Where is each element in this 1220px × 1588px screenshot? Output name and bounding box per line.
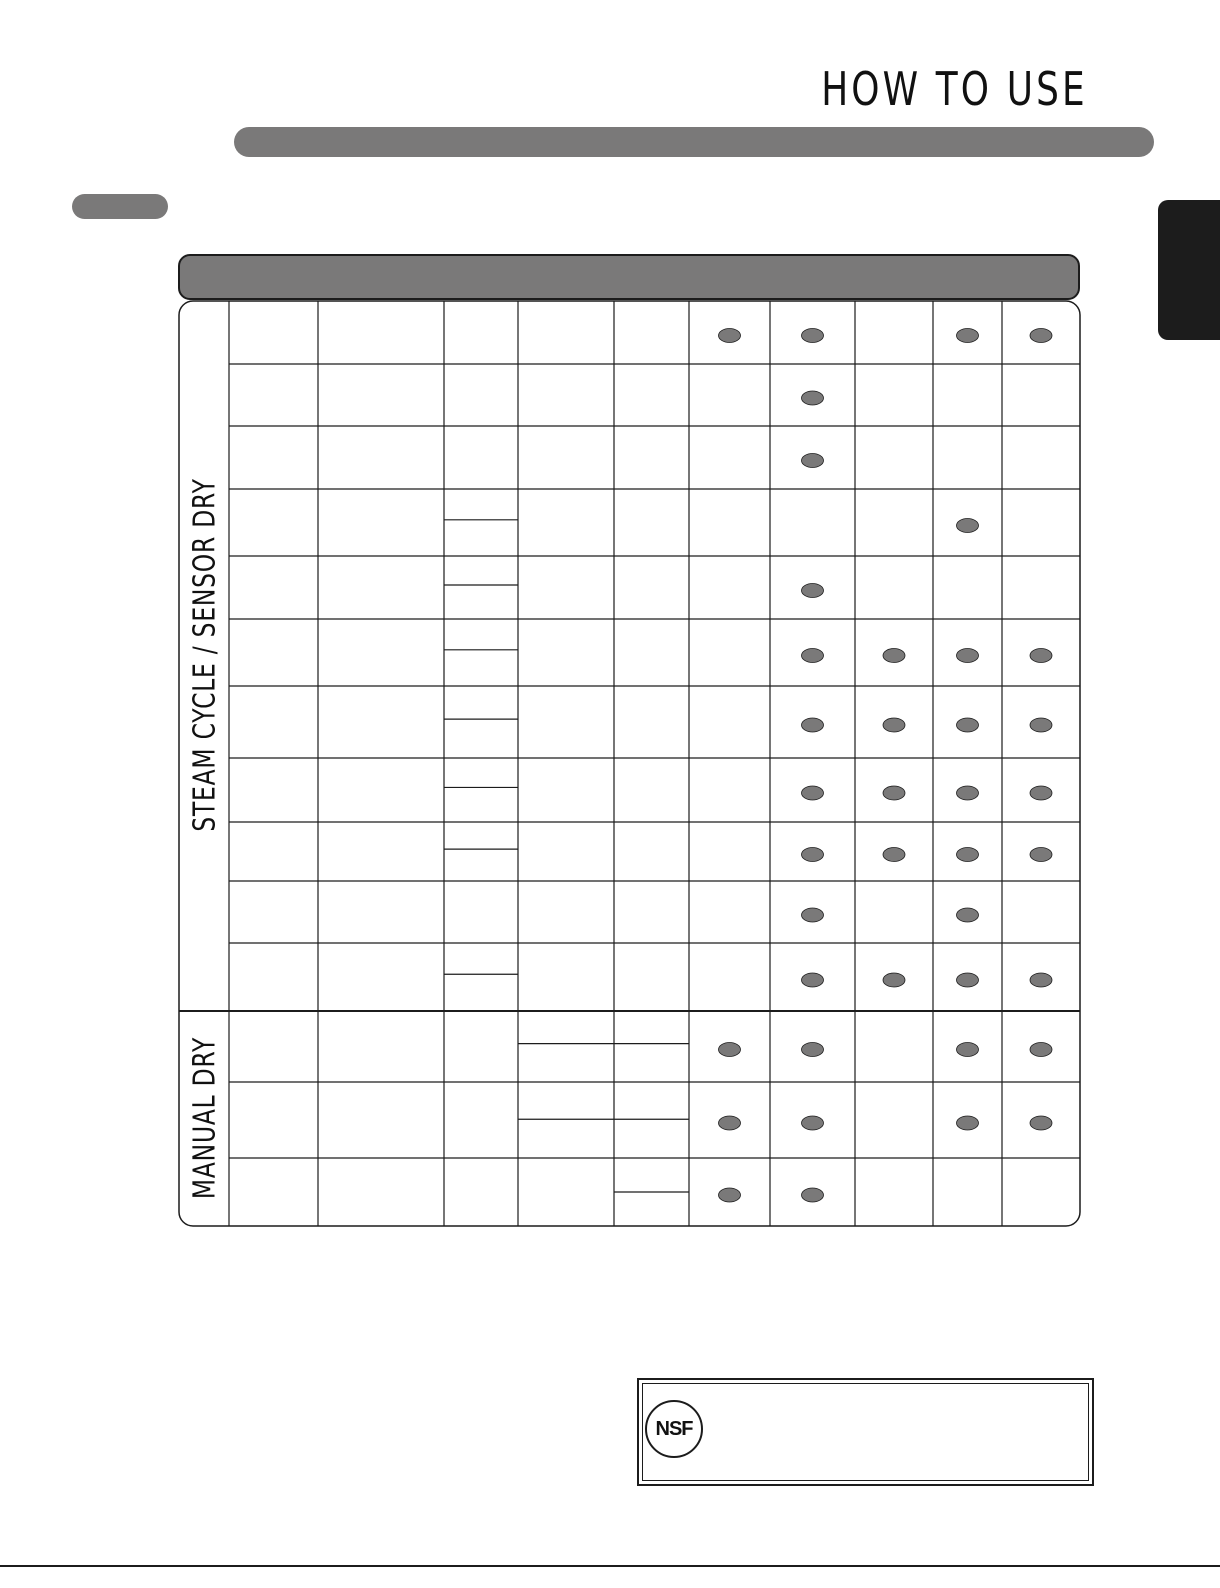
indicator-dot (883, 848, 905, 862)
indicator-dot (802, 584, 824, 598)
indicator-dot (1030, 848, 1052, 862)
group-label-manual: MANUAL DRY (187, 1036, 223, 1200)
indicator-dot (957, 1116, 979, 1130)
indicator-dot (802, 973, 824, 987)
indicator-dot (1030, 649, 1052, 663)
page-bottom-rule (0, 1565, 1220, 1567)
indicator-dot (802, 649, 824, 663)
indicator-dot (802, 786, 824, 800)
indicator-dot (883, 973, 905, 987)
indicator-dot (802, 1116, 824, 1130)
indicator-dot (1030, 718, 1052, 732)
indicator-dot (802, 718, 824, 732)
indicator-dot (883, 786, 905, 800)
indicator-dot (957, 718, 979, 732)
nsf-certification-box (637, 1378, 1094, 1486)
indicator-dot (802, 1043, 824, 1057)
indicator-dot (719, 1043, 741, 1057)
indicator-dot (957, 848, 979, 862)
page-title: HOW TO USE (821, 62, 1088, 116)
indicator-dot (883, 718, 905, 732)
indicator-dot (802, 908, 824, 922)
group-label-steam-sensor: STEAM CYCLE / SENSOR DRY (187, 478, 223, 832)
indicator-dot (1030, 786, 1052, 800)
indicator-dot (719, 1188, 741, 1202)
indicator-dot (957, 649, 979, 663)
indicator-dot (719, 329, 741, 343)
indicator-dot (957, 1043, 979, 1057)
nsf-logo-icon (645, 1400, 703, 1458)
indicator-dot (719, 1116, 741, 1130)
indicator-dot (957, 973, 979, 987)
indicator-dot (1030, 1116, 1052, 1130)
indicator-dot (957, 329, 979, 343)
indicator-dot (883, 649, 905, 663)
indicator-dot (802, 329, 824, 343)
indicator-dot (802, 1188, 824, 1202)
indicator-dot (957, 908, 979, 922)
indicator-dot (957, 519, 979, 533)
nsf-logo-text: NSF (655, 1417, 693, 1440)
indicator-dot (1030, 1043, 1052, 1057)
indicator-dot (1030, 329, 1052, 343)
indicator-dot (802, 454, 824, 468)
indicator-dot (1030, 973, 1052, 987)
table-frame (179, 301, 1080, 1226)
indicator-dot (802, 848, 824, 862)
indicator-dot (802, 391, 824, 405)
indicator-dot (957, 786, 979, 800)
